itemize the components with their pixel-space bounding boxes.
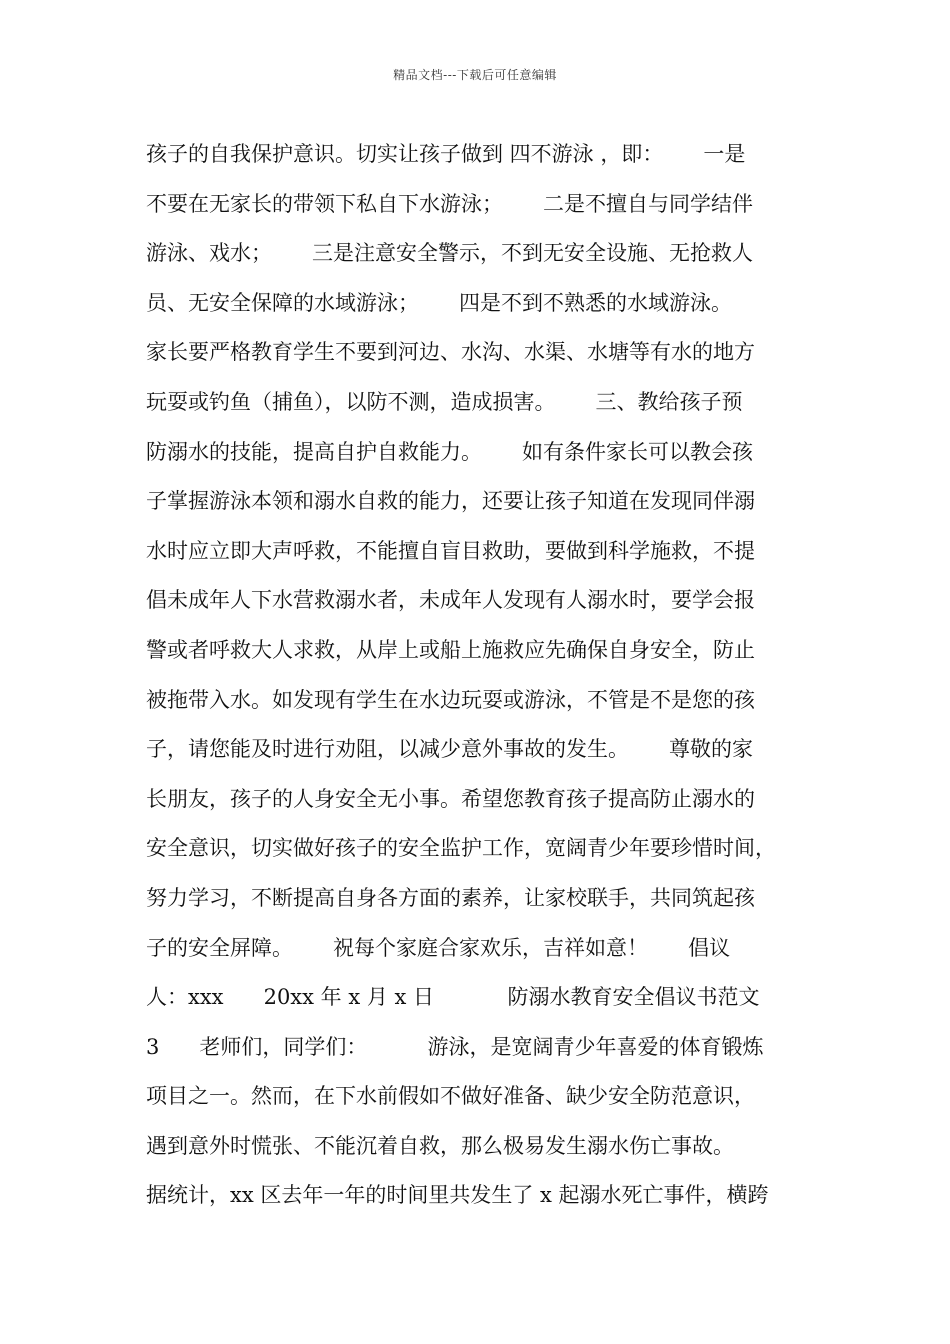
text-line: 不要在无家长的带领下私自下水游泳； 二是不擅自与同学结伴 [146,191,754,216]
text-line: 项目之一。然而，在下水前假如不做好准备、缺少安全防范意识， [146,1084,755,1109]
text-line: 防溺水的技能，提高自护自救能力。 如有条件家长可以教会孩 [146,439,754,464]
document-body [146,130,846,1221]
text-line: 3 老师们，同学们： 游泳，是宽阔青少年喜爱的体育锻炼 [146,1034,764,1059]
text-line: 子的安全屏障。 祝每个家庭合家欢乐，吉祥如意！ 倡议 [146,935,731,960]
text-line: 人：xxx 20xx 年 x 月 x 日 防溺水教育安全倡议书范文 [146,985,760,1010]
text-line: 被拖带入水。如发现有学生在水边玩耍或游泳，不管是不是您的孩 [146,687,755,712]
page-header: 精品文档---下载后可任意编辑 [393,68,557,82]
text-line: 长朋友，孩子的人身安全无小事。希望您教育孩子提高防止溺水的 [146,786,755,811]
text-line: 子掌握游泳本领和溺水自救的能力，还要让孩子知道在发现同伴溺 [146,489,755,514]
text-line: 安全意识，切实做好孩子的安全监护工作，宽阔青少年要珍惜时间， [146,836,776,861]
text-line: 遇到意外时慌张、不能沉着自救，那么极易发生溺水伤亡事故。 [146,1133,734,1158]
text-line: 玩耍或钓鱼（捕鱼），以防不测，造成损害。 三、教给孩子预 [146,389,743,414]
text-line: 游泳、戏水； 三是注意安全警示，不到无安全设施、无抢救人 [146,241,754,266]
text-line: 努力学习，不断提高自身各方面的素养，让家校联手，共同筑起孩 [146,885,755,910]
text-line: 倡未成年人下水营救溺水者，未成年人发现有人溺水时，要学会报 [146,588,755,613]
text-line: 水时应立即大声呼救，不能擅自盲目救助，要做到科学施救，不提 [146,538,755,563]
text-line: 员、无安全保障的水域游泳； 四是不到不熟悉的水域游泳。 [146,290,733,315]
text-line: 子，请您能及时进行劝阻，以减少意外事故的发生。 尊敬的家 [146,737,754,762]
text-line: 据统计，xx 区去年一年的时间里共发生了 x 起溺水死亡事件，横跨 [146,1183,769,1208]
text-line: 警或者呼救大人求救，从岸上或船上施救应先确保自身安全，防止 [146,637,755,662]
text-line: 孩子的自我保护意识。切实让孩子做到 四不游泳 ，即： 一是 [146,142,746,166]
text-line: 家长要严格教育学生不要到河边、水沟、水渠、水塘等有水的地方 [146,340,755,365]
